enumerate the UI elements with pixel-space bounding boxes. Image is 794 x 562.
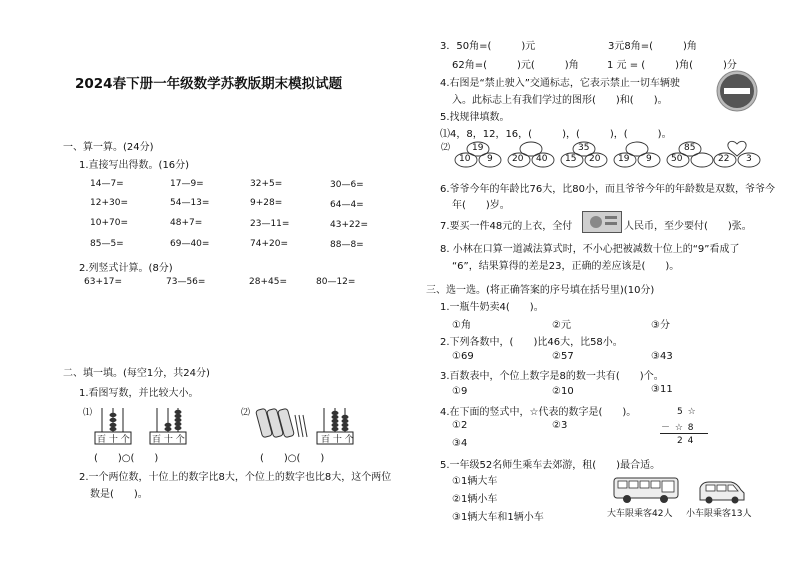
option: ③分	[651, 320, 670, 331]
q6-line1: 6.爷爷今年的年龄比76大，比80小，而且爷爷今年的年龄数是双数，爷爷今	[440, 184, 775, 195]
s1-q2: 2.列竖式计算。(8分)	[79, 263, 173, 274]
compare-blank-1[interactable]: ( )○( )	[94, 453, 159, 464]
flower-top: 85	[684, 143, 696, 153]
calc-item: 12+30=	[90, 198, 128, 208]
calc-item: 88—8=	[330, 240, 364, 250]
calc-item: 85—5=	[90, 239, 124, 249]
option: ①9	[452, 386, 468, 397]
bus-icon	[612, 476, 682, 506]
vertical-line	[660, 433, 708, 434]
option: ②1辆小车	[452, 494, 498, 505]
sub-marker: ⑴	[83, 408, 93, 418]
place-value-label: 百 十 个	[152, 435, 185, 445]
bus-capacity: 大车限乘客42人	[607, 509, 673, 519]
flower-left: 22	[718, 154, 730, 164]
calc-item: 9+28=	[250, 198, 283, 208]
option: ③11	[651, 384, 673, 395]
flower-right: 9	[646, 154, 652, 164]
vertical-item: 63+17=	[84, 277, 122, 287]
section-3-heading: 三、选一选。(将正确答案的序号填在括号里)(10分)	[426, 285, 655, 296]
s3-q3: 3.百数表中，个位上数字是8的数一共有( )个。	[440, 371, 664, 382]
option: ②元	[552, 320, 571, 331]
calc-item: 17—9=	[170, 179, 204, 189]
s2-q2-line2: 数是( )。	[90, 489, 148, 500]
q4-line2: 入。此标志上有我们学过的图形( )和( )。	[452, 95, 668, 106]
option: ③4	[452, 438, 468, 449]
calc-item: 10+70=	[90, 218, 128, 228]
calc-item: 23—11=	[250, 219, 290, 229]
vertical-item: 28+45=	[249, 277, 287, 287]
q7-part2: 人民币，至少要付( )张。	[624, 221, 752, 232]
van-capacity: 小车限乘客13人	[686, 509, 752, 519]
q8-line2: “6”，结果算得的差是23，正确的差应该是( )。	[452, 261, 680, 272]
flower-outlines	[452, 140, 762, 170]
flower-left: 19	[618, 154, 630, 164]
vertical-item: 73—56=	[166, 277, 206, 287]
calc-item: 74+20=	[250, 239, 288, 249]
q3-c: 62角=( )元( )角	[452, 60, 579, 71]
s3-q2: 2.下列各数中，( )比46大，比58小。	[440, 337, 623, 348]
flower-left: 50	[671, 154, 683, 164]
flower-right: 40	[536, 154, 548, 164]
option: ①1辆大车	[452, 476, 498, 487]
flower-left: 15	[565, 154, 577, 164]
flower-left: 10	[459, 154, 471, 164]
option: ③1辆大车和1辆小车	[452, 512, 544, 523]
place-value-label: 百 十 个	[321, 435, 354, 445]
option: ①69	[452, 351, 474, 362]
s3-q5: 5.一年级52名师生乘车去郊游，租( )最合适。	[440, 460, 661, 471]
s1-q1: 1.直接写出得数。(16分)	[79, 160, 190, 171]
q3-b: 3元8角=( )角	[608, 41, 697, 52]
page-title: 2024春下册一年级数学苏教版期末模拟试题	[75, 76, 343, 92]
calc-item: 32+5=	[250, 179, 283, 189]
calc-item: 64—4=	[330, 200, 364, 210]
no-entry-sign-icon	[716, 70, 758, 112]
option: ①角	[452, 320, 471, 331]
flower-top: 19	[472, 143, 484, 153]
van-icon	[697, 480, 747, 506]
section-1-heading: 一、算一算。(24分)	[63, 142, 154, 153]
s3-q4: 4.在下面的竖式中，☆代表的数字是( )。	[440, 407, 637, 418]
option: ①2	[452, 420, 468, 431]
calc-item: 54—13=	[170, 198, 210, 208]
place-value-label: 百 十 个	[97, 435, 130, 445]
calc-item: 30—6=	[330, 180, 364, 190]
calc-item: 48+7=	[170, 218, 203, 228]
q5-sub2-marker: ⑵	[441, 143, 451, 153]
q5-sub1: ⑴4，8，12，16，( )，( )，( )。	[440, 129, 672, 140]
option: ②57	[552, 351, 574, 362]
flower-top: 35	[578, 143, 590, 153]
vertical-row-1: 5 ☆	[677, 407, 697, 417]
q6-line2: 年( )岁。	[452, 200, 510, 211]
compare-blank-2[interactable]: ( )○( )	[260, 453, 325, 464]
flower-right: 9	[487, 154, 493, 164]
q4-line1: 4.右图是“禁止驶入”交通标志，它表示禁止一切车辆驶	[440, 78, 680, 89]
q7-part1: 7.要买一件48元的上衣，全付	[440, 221, 573, 232]
q3-a: 3．50角=( )元	[440, 41, 536, 52]
banknote-icon	[582, 211, 622, 233]
calc-item: 43+22=	[330, 220, 368, 230]
s2-q1: 1.看图写数，并比较大小。	[79, 388, 199, 399]
q5: 5.找规律填数。	[440, 112, 510, 123]
vertical-row-3: 2 4	[677, 436, 695, 446]
s2-q2-line1: 2.一个两位数，十位上的数字比8大，个位上的数字也比8大，这个两位	[79, 472, 392, 483]
option: ③43	[651, 351, 673, 362]
calc-item: 69—40=	[170, 239, 210, 249]
s3-q1: 1.一瓶牛奶卖4( )。	[440, 302, 544, 313]
flower-right: 3	[746, 154, 752, 164]
section-2-heading: 二、填一填。(每空1分，共24分)	[63, 368, 210, 379]
q8-line1: 8. 小林在口算一道减法算式时，不小心把被减数十位上的“9”看成了	[440, 244, 740, 255]
sticks-image	[255, 405, 315, 441]
sub-marker: ⑵	[241, 408, 251, 418]
vertical-row-2: － ☆ 8	[661, 423, 695, 433]
q3-d: 1 元 = ( )角( )分	[607, 60, 737, 71]
option: ②10	[552, 386, 574, 397]
calc-item: 14—7=	[90, 179, 124, 189]
vertical-item: 80—12=	[316, 277, 356, 287]
flower-left: 20	[512, 154, 524, 164]
flower-right: 20	[589, 154, 601, 164]
option: ②3	[552, 420, 568, 431]
